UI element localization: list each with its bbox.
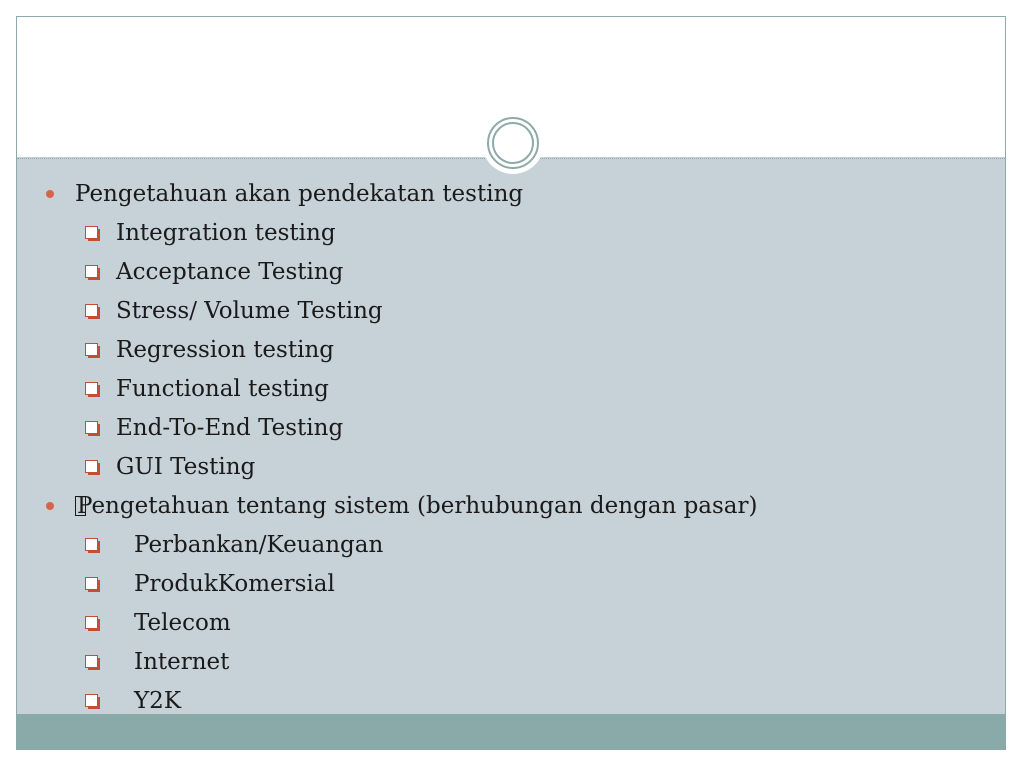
bullet-heading-approach: Pengetahuan akan pendekatan testing <box>75 181 524 207</box>
list-item: Perbankan/Keuangan <box>134 532 384 558</box>
square-bullet-icon <box>85 226 98 239</box>
circle-bullet-icon <box>46 502 54 510</box>
ornament-inner-ring <box>492 122 534 164</box>
square-bullet-icon <box>85 382 98 395</box>
square-bullet-icon <box>85 421 98 434</box>
list-item: Regression testing <box>116 337 334 363</box>
bullet-heading-system-text: Pengetahuan tentang sistem (berhubungan dengan pasar) <box>77 493 758 519</box>
bullet-heading-system <box>75 492 758 520</box>
footer-bar <box>17 714 1005 749</box>
list-item: Functional testing <box>116 376 329 402</box>
square-bullet-icon <box>85 577 98 590</box>
square-bullet-icon <box>85 655 98 668</box>
list-item: Telecom <box>134 610 231 636</box>
list-item: GUI Testing <box>116 454 256 480</box>
list-item: Acceptance Testing <box>116 259 344 285</box>
list-item: Integration testing <box>116 220 336 246</box>
list-item: Internet <box>134 649 230 675</box>
circle-bullet-icon <box>46 190 54 198</box>
square-bullet-icon <box>85 616 98 629</box>
square-bullet-icon <box>85 460 98 473</box>
square-bullet-icon <box>85 343 98 356</box>
list-item: Stress/ Volume Testing <box>116 298 383 324</box>
square-bullet-icon <box>85 538 98 551</box>
square-bullet-icon <box>85 694 98 707</box>
list-item: End-To-End Testing <box>116 415 344 441</box>
list-item: ProdukKomersial <box>134 571 335 597</box>
list-item: Y2K <box>134 688 181 714</box>
square-bullet-icon <box>85 265 98 278</box>
square-bullet-icon <box>85 304 98 317</box>
